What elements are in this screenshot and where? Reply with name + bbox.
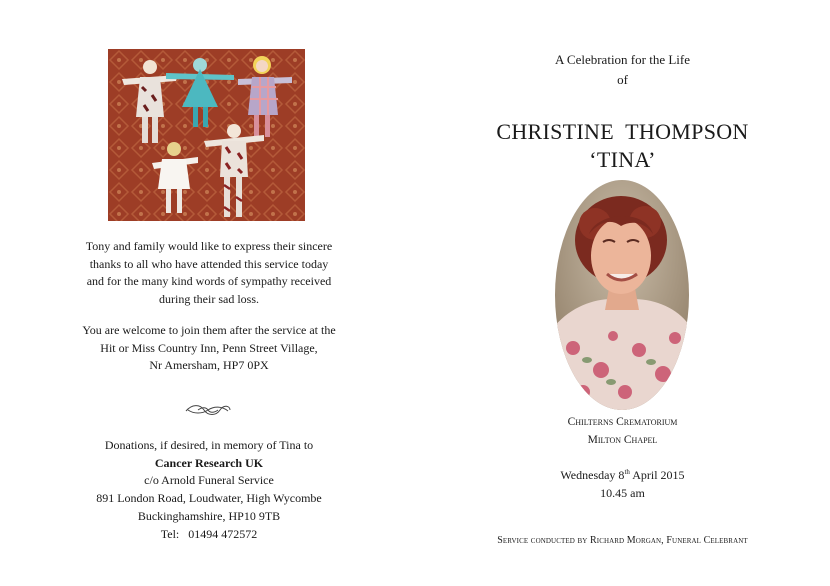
chapel-name: Milton Chapel xyxy=(587,433,658,446)
full-name: CHRISTINE THOMPSON xyxy=(496,119,749,144)
donations-info xyxy=(40,437,378,543)
rag-dolls-photo xyxy=(108,49,305,221)
venue xyxy=(415,414,830,449)
care-of-line: c/o Arnold Funeral Service xyxy=(144,473,274,488)
deceased-name xyxy=(415,118,830,174)
celebrant-credit: Service conducted by Richard Morgan, Funeral Celebrant xyxy=(497,535,748,546)
flourish-ornament-icon xyxy=(184,402,232,418)
telephone-line: Tel: 01494 472572 xyxy=(160,526,258,541)
welcome-line: Nr Amersham, HP7 0PX xyxy=(149,358,269,373)
portrait-photo xyxy=(553,178,691,412)
reception-invitation xyxy=(40,322,378,375)
celebration-heading xyxy=(415,50,830,90)
service-date-time xyxy=(415,467,830,502)
address-line: 891 London Road, Loudwater, High Wycombe xyxy=(96,491,322,506)
thanks-line: Tony and family would like to express their sincere xyxy=(85,239,333,253)
thanks-line: during their sad loss. xyxy=(159,292,259,307)
address-line: Buckinghamshire, HP10 9TB xyxy=(137,508,281,523)
charity-name: Cancer Research UK xyxy=(154,455,264,470)
heading-line: of xyxy=(617,72,628,87)
service-time: 10.45 am xyxy=(600,485,645,500)
service-date: Wednesday 8th April 2015 xyxy=(560,468,685,482)
welcome-line: Hit or Miss Country Inn, Penn Street Village, xyxy=(100,340,318,355)
welcome-line: You are welcome to join them after the service at the xyxy=(82,323,336,337)
donations-intro: Donations, if desired, in memory of Tina to xyxy=(104,438,314,452)
heading-line: A Celebration for the Life xyxy=(554,52,690,67)
right-page xyxy=(415,0,830,586)
crematorium-name: Chilterns Crematorium xyxy=(567,416,678,428)
nickname: ‘TINA’ xyxy=(589,147,656,172)
thanks-message xyxy=(40,238,378,309)
thanks-line: and for the many kind words of sympathy received xyxy=(86,274,332,289)
thanks-line: thanks to all who have attended this service today xyxy=(89,256,329,271)
